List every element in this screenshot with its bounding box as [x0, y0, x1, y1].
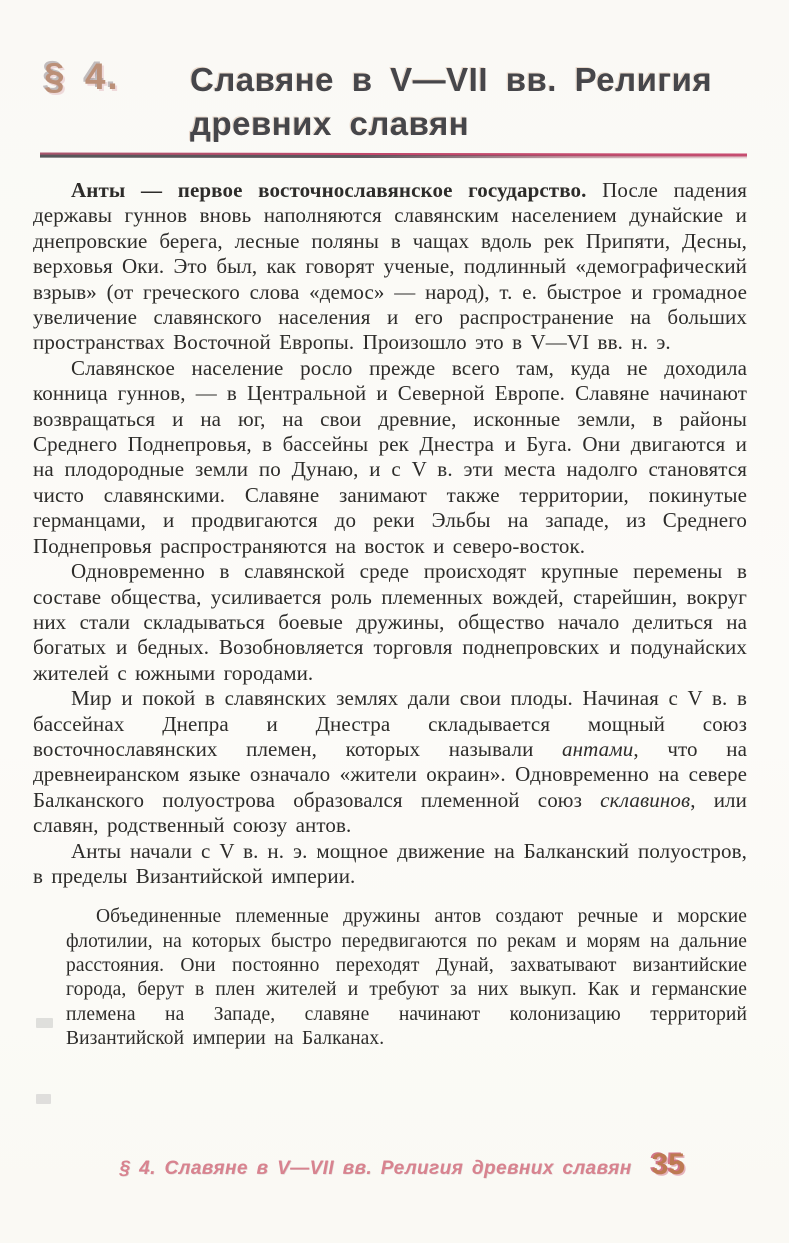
- paragraph-lead-rest: После падения державы гуннов вновь наполняются славянским населением дунайские и днепровские берега, лесные поляны в чащах вдоль рек Припяти, Десны, верховья Оки. Это был, как говорят ученые, подлинный «демографический взрыв» (от греческого слова «демос» — народ), т. е. быстрое и громадное увеличение славянского населения и его распространение на больших пространствах Восточной Европы. Произошло это в V—VI вв. н. э.: [33, 178, 747, 355]
- paragraph-society-changes: Одновременно в славянской среде происходят крупные перемены в составе общества, усиливается роль племенных вождей, старейшин, вокруг них стали складываться боевые дружины, общество начало делиться на богатых и бедных. Возобновляется торговля поднепровских и подунайских жителей с южными городами.: [33, 559, 747, 685]
- title-rule: [40, 152, 747, 159]
- paragraph-antes-union: [33, 686, 747, 838]
- paragraph-lead-bold: Анты — первое восточнославянское государство.: [71, 178, 587, 202]
- body-text-column: [33, 178, 747, 1051]
- term-antami-italic: антами: [562, 736, 634, 761]
- chapter-title: [190, 58, 712, 146]
- running-title: § 4. Славяне в V—VII вв. Религия древних славян: [119, 1158, 632, 1179]
- paragraph-petit-flotillas: Объединенные племенные дружины антов создают речные и морские флотилии, на которых быстро передвигаются по рекам и морям на дальние расстояния. Они постоянно переходят Дунай, захватывают византийские города, берут в плен жителей и требуют за них выкуп. Как и германские племена на Западе, славяне начинают колонизацию территорий Византийской империи на Балканах.: [66, 906, 747, 1049]
- paragraph-antes-union-part3: , или славян, родственный союзу антов.: [33, 787, 747, 838]
- paragraph-antes-state: [33, 178, 747, 356]
- chapter-title-line1: Славяне в V—VII вв. Религия: [190, 61, 713, 98]
- term-sklaviny-italic: склавинов: [600, 787, 691, 812]
- section-number: § 4.: [44, 56, 120, 97]
- scan-artifact-square-1: [36, 1018, 53, 1028]
- paragraph-balkan-movement: Анты начали с V в. н. э. мощное движение на Балканский полуостров, в пределы Византийской империи.: [33, 838, 747, 888]
- scan-artifact-square-2: [36, 1094, 51, 1104]
- title-rule-dark-line: [40, 155, 747, 158]
- paragraph-slavic-expansion: Славянское население росло прежде всего там, куда не доходила конница гуннов, — в Центральной и Северной Европе. Славяне начинают возвращаться и на юг, на свои древние, исконные земли, в районы Среднего Поднепровья, в бассейны рек Днестра и Буга. Они двигаются и на плодородные земли по Дунаю, и с V в. эти места надолго становятся чисто славянскими. Славяне занимают также территории, покинутые германцами, и продвигаются до реки Эльбы на западе, из Среднего Поднепровья распространяются на восток и северо-восток.: [33, 355, 747, 558]
- running-footer: [120, 1150, 685, 1180]
- paragraph-antes-union-part1: Мир и покой в славянских землях дали свои плоды. Начиная с V в. в бассейнах Днепра и Днестра складывается мощный союз восточнославянских племен, которых называли: [33, 686, 747, 761]
- page-number: 35: [651, 1148, 685, 1181]
- paragraph-antes-union-part2: , что на древнеиранском языке означало «жители окраин». Одновременно на севере Балканского полуострова образовался племенной союз: [33, 736, 747, 812]
- chapter-title-line2: древних славян: [190, 105, 470, 142]
